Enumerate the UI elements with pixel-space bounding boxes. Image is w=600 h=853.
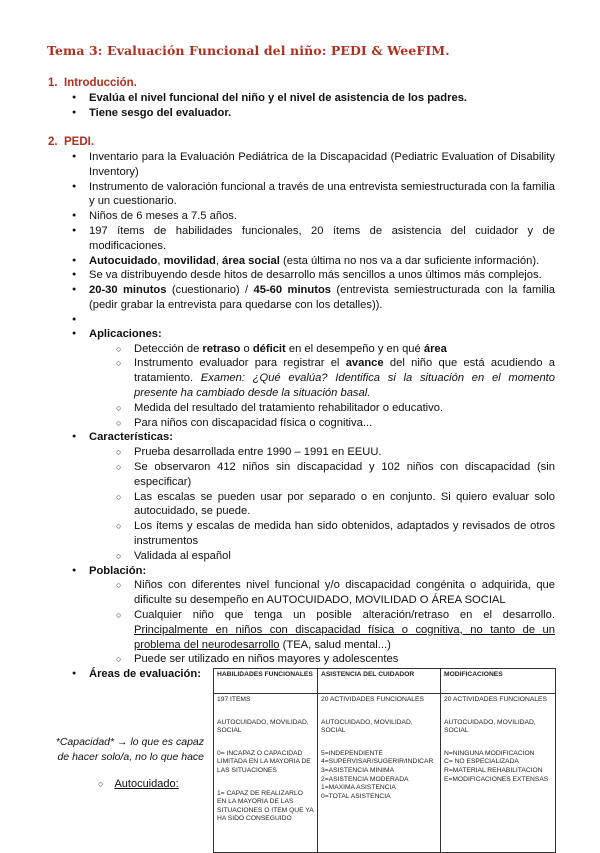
intro-list [72,91,555,121]
circle-bullet-icon: ○ [98,779,104,789]
list-item: ● Tiene sesgo del evaluador. [72,106,555,121]
list-item: ○ Validada al español [116,549,555,564]
list-item: ○ Puede ser utilizado en niños mayores y adolescentes [116,652,555,667]
list-item: ○ Para niños con discapacidad física o cognitiva... [116,416,555,431]
list-item: ○ Instrumento evaluador para registrar el avance del niño que está acudiendo a tratamiento. Examen: ¿Qué evalúa? Identifica si la situación en el momento presente ha cambiado desde la situación basal. [116,356,555,400]
list-item-caracteristicas: ● Características: ○ Prueba desarrollada entre 1990 – 1991 en EEUU. ○ Se observaron 412 niños sin discapacidad y 102 niños con discapacidad (sin especificar) ○ Las escalas se pueden usar por separado o en conjunto. Si quiero evaluar solo autocuidado, se puede. ○ Los ítems y escalas de medida han sido obtenidos, adaptados y revisados de otros instrumentos ○ Validada al español [72,430,555,563]
list-item: ○ Se observaron 412 niños sin discapacidad y 102 niños con discapacidad (sin especificar) [116,460,555,490]
list-item: ● Instrumento de valoración funcional a través de una entrevista semiestructurada con la familia y un cuestionario. [72,180,555,210]
section-heading-pedi [48,136,94,148]
section-heading-introduccion [48,77,137,89]
aplicaciones-list [89,342,555,431]
list-item-aplicaciones: ● Aplicaciones: ○ Detección de retraso o déficit en el desempeño y en qué área ○ Instrumento evaluador para registrar el avance del niño que está acudiendo a tratamiento. Examen: ¿Qué evalúa? Identifica si la situación en el momento presente ha cambiado desde la situación basal. ○ Medida del resultado del tratamiento rehabilitador o educativo. ○ Para niños con discapacidad física o cognitiva... [72,327,555,431]
capacidad-note: *Capacidad* → lo que es capaz de hacer solo/a, no lo que hace [55,736,204,763]
list-item: ● Niños de 6 meses a 7.5 años. [72,209,555,224]
pedi-list [72,150,555,682]
list-item: ○ Los ítems y escalas de medida han sido obtenidos, adaptados y revisados de otros instrumentos [116,519,555,549]
autocuidado-item [98,778,179,790]
table-header-cell: MODIFICACIONES [441,669,556,694]
autocuidado-label: Autocuidado: [114,778,179,790]
table-header-row [214,669,556,694]
poblacion-list [89,578,555,667]
list-item: ○ Cualquier niño que tenga un posible alteración/retraso en el desarrollo. Principalmente en niños con discapacidad física o cognitiva, no tanto de un problema del neurodesarrollo (TEA, salud mental...) [116,608,555,652]
table-cell-asistencia: 20 ACTIVIDADES FUNCIONALES AUTOCUIDADO, MOVILIDAD, SOCIAL 5=INDEPENDIENTE 4=SUPERVISAR/SUGERIR/INDICAR 3=ASISTENCIA MINIMA 2=ASISTENCIA MODERADA 1=MAXIMA ASISTENCIA 0=TOTAL ASISTENCIA [318,694,441,853]
list-item: ● Autocuidado, movilidad, área social (esta última no nos va a dar suficiente información). [72,254,555,269]
section-heading-text: Introducción. [64,77,137,89]
list-item: ○ Niños con diferentes nivel funcional y/o discapacidad congénita o adquirida, que dificulte su desempeño en AUTOCUIDADO, MOVILIDAD O ÁREA SOCIAL [116,578,555,608]
list-item: ● 20-30 minutos (cuestionario) / 45-60 minutos (entrevista semiestructurada con la familia (pedir grabar la entrevista para quedarse con los detalles)). [72,283,555,313]
list-item-poblacion: ● Población: ○ Niños con diferentes nivel funcional y/o discapacidad congénita o adquirida, que dificulte su desempeño en AUTOCUIDADO, MOVILIDAD O ÁREA SOCIAL ○ Cualquier niño que tenga un posible alteración/retraso en el desarrollo. Principalmente en niños con discapacidad física o cognitiva, no tanto de un problema del neurodesarrollo (TEA, salud mental...) ○ Puede ser utilizado en niños mayores y adolescentes [72,564,555,668]
areas-table [213,668,556,853]
list-item-areas: ● Áreas de evaluación: [72,667,555,682]
list-item: ○ Medida del resultado del tratamiento rehabilitador o educativo. [116,401,555,416]
list-item: ○ Detección de retraso o déficit en el desempeño y en qué área [116,342,555,357]
table-header-cell: HABILIDADES FUNCIONALES [214,669,318,694]
list-item: ● Se va distribuyendo desde hitos de desarrollo más sencillos a unos últimos más complejos. [72,268,555,283]
caracteristicas-list [89,445,555,563]
section-heading-text: PEDI. [64,136,95,148]
list-item: ● Inventario para la Evaluación Pediátrica de la Discapacidad (Pediatric Evaluation of Disability Inventory) [72,150,555,180]
table-header-cell: ASISTENCIA DEL CUIDADOR [318,669,441,694]
page-title: Tema 3: Evaluación Funcional del niño: PEDI & WeeFIM. [47,43,450,58]
section-number: 1. [48,77,58,89]
table-row [214,694,556,853]
list-item: ○ Prueba desarrollada entre 1990 – 1991 en EEUU. [116,445,555,460]
spacer [72,313,555,327]
table-cell-habilidades: 197 ITEMS AUTOCUIDADO, MOVILIDAD, SOCIAL 0= INCAPAZ O CAPACIDAD LIMITADA EN LA MAYORIA DE LAS SITUACIONES 1= CAPAZ DE REALIZARLO EN LA MAYORIA DE LAS SITUACIONES O ITEM QUE YA HA SIDO CONSEGUIDO [214,694,318,853]
list-item: ● Evalúa el nivel funcional del niño y el nivel de asistencia de los padres. [72,91,555,106]
section-number: 2. [48,136,58,148]
list-item: ● 197 ítems de habilidades funcionales, 20 ítems de asistencia del cuidador y de modificaciones. [72,224,555,254]
list-item: ○ Las escalas se pueden usar por separado o en conjunto. Si quiero evaluar solo autocuidado, se puede. [116,490,555,520]
table-cell-modificaciones: 20 ACTIVIDADES FUNCIONALES AUTOCUIDADO, MOVILIDAD, SOCIAL N=NINGUNA MODIFICACION C= NO ESPECIALIZADA R=MATERIAL REHABILITACION E=MODIFICACIONES EXTENSAS [441,694,556,853]
